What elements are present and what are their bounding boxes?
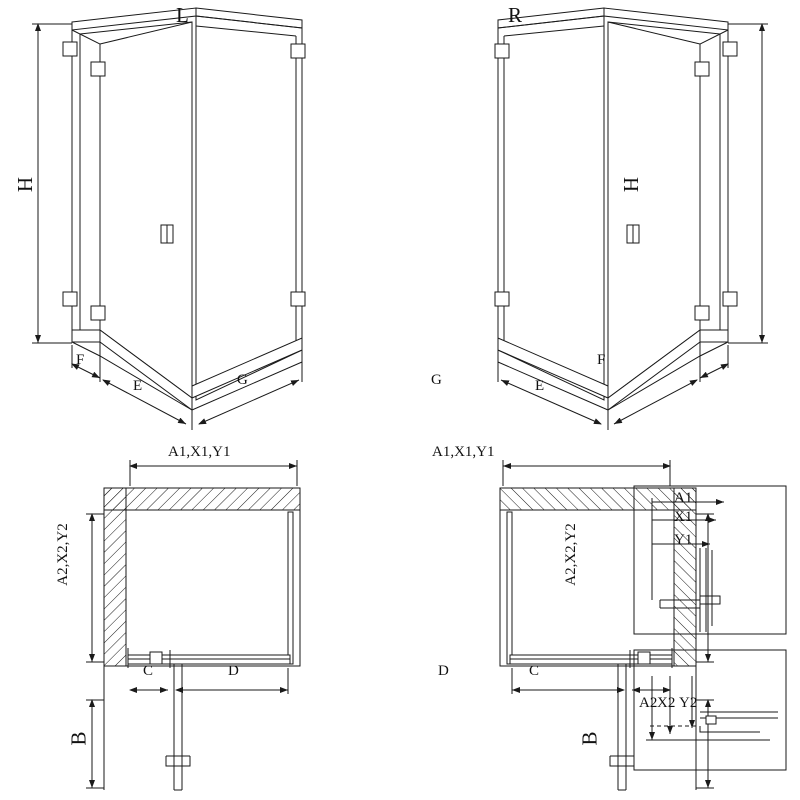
detail-label-a2: A2 xyxy=(639,695,658,711)
plan-right-seg-c: C xyxy=(529,663,540,679)
detail-label-x1: X1 xyxy=(674,509,693,525)
detail-label-y1: Y1 xyxy=(674,532,693,548)
iso-left-dim-g: G xyxy=(237,372,248,388)
plan-left-width-dim: A1,X1,Y1 xyxy=(168,444,231,460)
detail-label-a1: A1 xyxy=(674,490,693,506)
plan-left-depth-dim: A2,X2,Y2 xyxy=(54,523,71,586)
iso-right-title: R xyxy=(508,3,523,27)
iso-right-dim-f: F xyxy=(597,352,606,368)
plan-right-depth-dim: A2,X2,Y2 xyxy=(562,523,579,586)
iso-left-title: L xyxy=(176,3,189,27)
plan-left-seg-c: C xyxy=(143,663,154,679)
iso-view-left xyxy=(32,8,305,430)
detail-label-y2: Y2 xyxy=(679,695,698,711)
plan-left-swing-b: B xyxy=(66,731,91,746)
iso-left-dim-f: F xyxy=(76,352,85,368)
plan-right-width-dim: A1,X1,Y1 xyxy=(432,444,495,460)
detail-label-x2: X2 xyxy=(657,695,676,711)
iso-right-dim-g: G xyxy=(431,372,442,388)
iso-left-dim-e: E xyxy=(133,378,143,394)
iso-right-dim-h: H xyxy=(619,176,644,193)
plan-right-swing-b: B xyxy=(577,731,602,746)
plan-view-left xyxy=(86,460,300,790)
iso-right-dim-e: E xyxy=(535,378,545,394)
plan-left-seg-d: D xyxy=(228,663,239,679)
plan-right-seg-d: D xyxy=(438,663,449,679)
iso-left-dim-h: H xyxy=(13,176,38,193)
iso-view-right xyxy=(495,8,768,430)
